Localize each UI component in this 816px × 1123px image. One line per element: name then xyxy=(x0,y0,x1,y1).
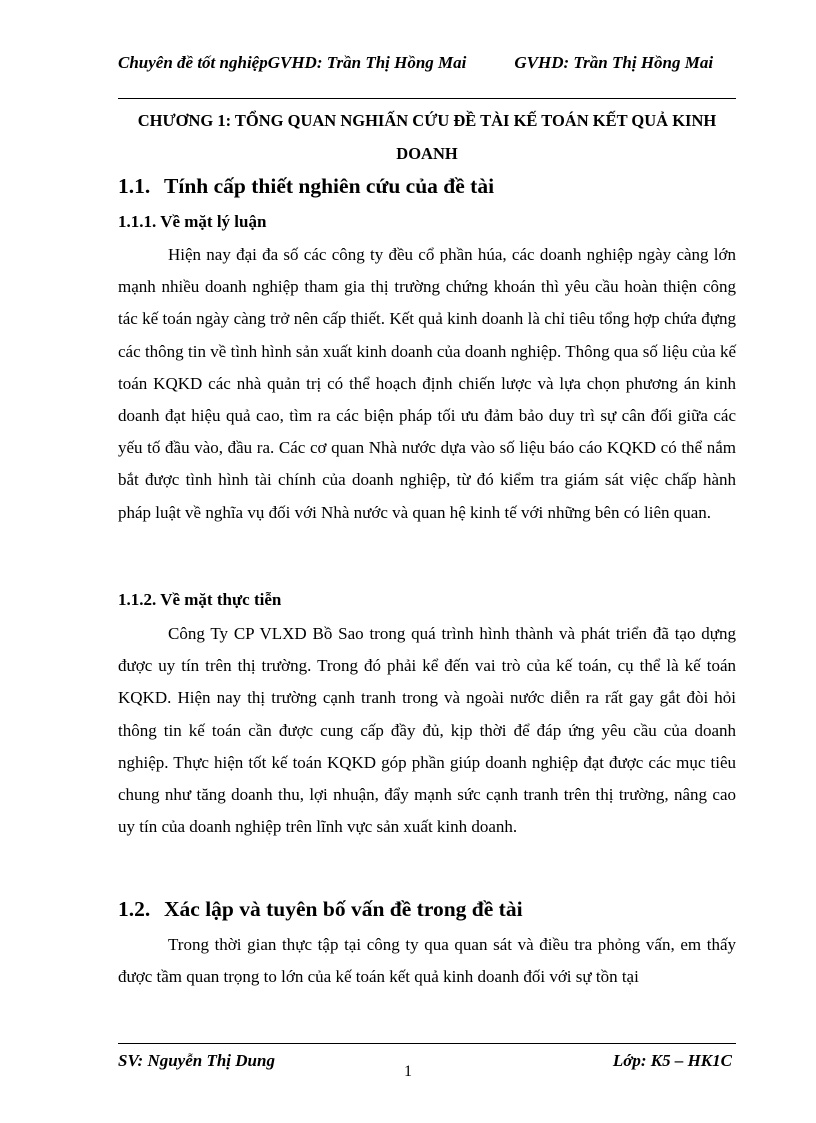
section-number: 1.1. xyxy=(118,174,151,198)
page-header xyxy=(118,52,738,74)
header-left-text: Chuyên đề tốt nghiệpGVHD: Trần Thị Hồng Mai xyxy=(118,53,467,72)
subsection-1-1-1-heading: 1.1.1. Về mặt lý luận xyxy=(118,212,267,231)
section-title: Tính cấp thiết nghiên cứu của đề tài xyxy=(164,174,495,198)
page-number: 1 xyxy=(404,1063,412,1080)
section-1-2-heading xyxy=(118,895,523,923)
section-number: 1.2. xyxy=(118,897,151,921)
paragraph-problem-statement: Trong thời gian thực tập tại công ty qua quan sát và điều tra phỏng vấn, em thấy được tầm quan trọng to lớn của kế toán kết quả kinh doanh đối với sự tồn tại xyxy=(118,935,736,987)
header-right-text: GVHD: Trần Thị Hồng Mai xyxy=(514,53,714,72)
paragraph-theory: Hiện nay đại đa số các công ty đều cổ phần húa, các doanh nghiệp ngày càng lớn mạnh nhiều doanh nghiệp tham gia thị trường chứng khoán thì yêu cầu hoàn thiện công tác kế toán ngày càng trở nên cấp thiết. Kết quả kinh doanh là chỉ tiêu tổng hợp chứa đựng các thông tin về tình hình sản xuất kinh doanh của doanh nghiệp. Thông qua số liệu của kế toán KQKD các nhà quản trị có thể hoạch định chiến lược và lựa chọn phương án kinh doanh đạt hiệu quả cao, tìm ra các biện pháp tối ưu đảm bảo duy trì sự cân đối giữa các yếu tố đầu vào, đầu ra. Các cơ quan Nhà nước dựa vào số liệu báo cáo KQKD có thể nắm bắt được tình hình tài chính của doanh nghiệp, từ đó kiểm tra giám sát việc chấp hành pháp luật về nghĩa vụ đối với Nhà nước và quan hệ kinh tế với những bên có liên quan. xyxy=(118,245,736,522)
chapter-title: CHƯƠNG 1: TỔNG QUAN NGHIẤN CỨU ĐỀ TÀI KẾ TOÁN KẾT QUẢ KINH DOANH xyxy=(137,111,717,163)
footer-rule xyxy=(118,1043,736,1044)
section-title: Xác lập và tuyên bố vấn đề trong đề tài xyxy=(164,897,523,921)
section-1-1-heading xyxy=(118,172,494,200)
footer-student-name: SV: Nguyễn Thị Dung xyxy=(118,1051,275,1070)
paragraph-practice: Công Ty CP VLXD Bồ Sao trong quá trình hình thành và phát triển đã tạo dựng được uy tín trên thị trường. Trong đó phải kể đến vai trò của kế toán, cụ thể là kế toán KQKD. Hiện nay thị trường cạnh tranh trong và ngoài nước diễn ra rất gay gắt đòi hỏi thông tin kế toán cần được cung cấp đầy đủ, kịp thời để đáp ứng yêu cầu của doanh nghiệp. Thực hiện tốt kế toán KQKD góp phần giúp doanh nghiệp đạt được các mục tiêu chung như tăng doanh thu, lợi nhuận, đẩy mạnh sức cạnh tranh trên thị trường, nâng cao uy tín của doanh nghiệp trên lĩnh vực sản xuất kinh doanh. xyxy=(118,624,736,837)
subsection-1-1-2-heading: 1.1.2. Về mặt thực tiễn xyxy=(118,590,282,609)
footer-class-name: Lớp: K5 – HK1C xyxy=(612,1051,732,1070)
header-rule xyxy=(118,98,736,99)
